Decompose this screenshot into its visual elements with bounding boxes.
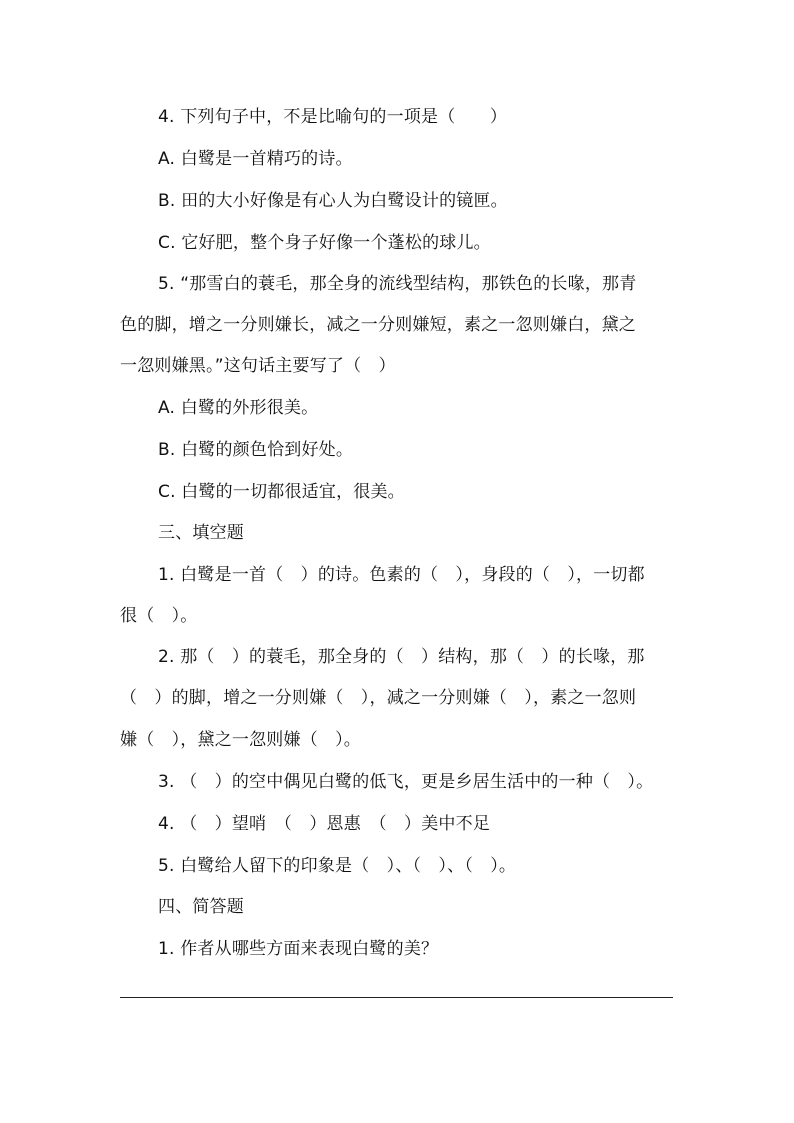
section-4-heading: 四、简答题 (158, 897, 244, 917)
fill-4: 4. （ ）望哨 （ ）恩惠 （ ）美中不足 (158, 814, 491, 834)
question-5-option-a: A. 白鹭的外形很美。 (158, 398, 319, 418)
question-5-stem-line-2: 色的脚，增之一分则嫌长，减之一分则嫌短，素之一忽则嫌白，黛之 (120, 315, 636, 335)
question-5-stem-line-1: 5. “那雪白的蓑毛，那全身的流线型结构，那铁色的长喙，那青 (158, 274, 637, 294)
fill-3: 3. （ ）的空中偶见白鹭的低飞，更是乡居生活中的一种（ ）。 (158, 772, 654, 792)
fill-2-line-3: 嫌（ ），黛之一忽则嫌（ ）。 (120, 730, 361, 750)
answer-line[interactable] (120, 997, 673, 998)
fill-1-line-1: 1. 白鹭是一首（ ）的诗。色素的（ ），身段的（ ），一切都 (158, 565, 645, 585)
question-4-stem: 4. 下列句子中，不是比喻句的一项是（ ） (158, 107, 508, 127)
fill-1-line-2: 很（ ）。 (120, 606, 198, 626)
question-5-option-b: B. 白鹭的颜色恰到好处。 (158, 440, 354, 460)
fill-2-line-1: 2. 那（ ）的蓑毛，那全身的（ ）结构，那（ ）的长喙，那 (158, 647, 645, 667)
short-answer-1: 1. 作者从哪些方面来表现白鹭的美？ (158, 939, 439, 959)
fill-5: 5. 白鹭给人留下的印象是（ ）、（ ）、（ ）。 (158, 856, 517, 876)
question-4-option-b: B. 田的大小好像是有心人为白鹭设计的镜匣。 (158, 191, 508, 211)
question-4-option-a: A. 白鹭是一首精巧的诗。 (158, 149, 353, 169)
section-3-heading: 三、填空题 (158, 523, 244, 543)
fill-2-line-2: （ ）的脚，增之一分则嫌（ ），减之一分则嫌（ ），素之一忽则 (120, 688, 637, 708)
question-5-option-c: C. 白鹭的一切都很适宜，很美。 (158, 482, 405, 502)
question-4-option-c: C. 它好肥，整个身子好像一个蓬松的球儿。 (158, 233, 491, 253)
question-5-stem-line-3: 一忽则嫌黑。”这句话主要写了（ ） (120, 356, 396, 376)
